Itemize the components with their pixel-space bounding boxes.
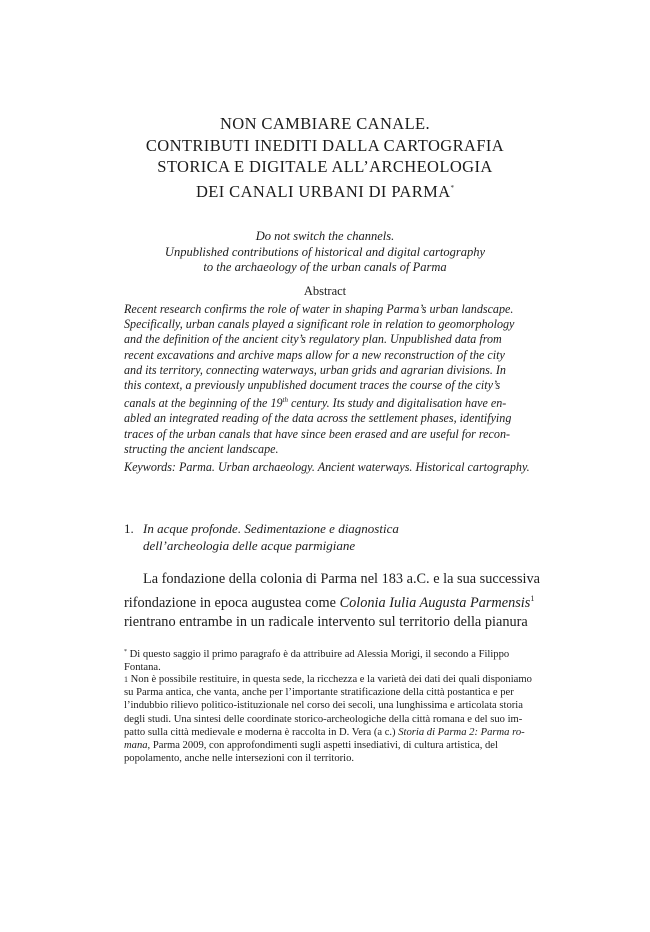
abstract-line: traces of the urban canals that have since been erased and are useful for recon- [124, 426, 511, 441]
section-title-line: In acque profonde. Sedimentazione e diagnostica [143, 521, 399, 536]
abstract-heading: Abstract [303, 284, 347, 298]
ordinal-suffix: th [282, 396, 288, 405]
footnote-marker: 1 [124, 675, 128, 684]
article-title [60, 113, 590, 202]
section-heading [124, 520, 544, 554]
abstract-line: abled an integrated reading of the data across the settlement phases, identifying [124, 411, 512, 426]
title-line-text: DEI CANALI URBANI DI PARMA [195, 181, 451, 201]
english-subtitle [90, 229, 560, 276]
footnote-line: degli studi. Una sintesi delle coordinate storico-archeologiche della città romana e del suo im- [124, 713, 523, 725]
subtitle-line: Do not switch the channels. [255, 229, 395, 243]
footnote-line-text: Non è possibile restituire, in questa sede, la ricchezza e la varietà dei dati dei quali disponiamo [128, 674, 532, 685]
footnote-marker: * [124, 649, 127, 655]
subtitle-line: to the archaeology of the urban canals of Parma [203, 260, 447, 274]
footnote-line: su Parma antica, che vanta, anche per l’importante stratificazione della città postantica e per [124, 687, 514, 699]
body-italic-term: Colonia Iulia Augusta Parmensis [339, 595, 531, 611]
footnote-line [124, 646, 531, 661]
footnote-line-text: patto sulla città medievale e moderna è raccolta in D. Vera (a c.) [124, 726, 399, 738]
body-line: La fondazione della colonia di Parma nel 183 a.C. e la sua successiva [143, 571, 540, 587]
footnote-line: Fontana. [124, 662, 161, 674]
section-title-line: dell’archeologia delle acque parmigiane [143, 538, 356, 553]
footnote-book-title: mana [124, 740, 148, 752]
abstract-line: Recent research confirms the role of water in shaping Parma’s urban landscape. [124, 302, 514, 316]
abstract-text [124, 302, 530, 457]
abstract-line-part: canals at the beginning of the 19 [124, 396, 283, 411]
body-paragraph [124, 570, 544, 632]
footnote-line: l’indubbio rilievo politico-istituzionale nel corso dei secoli, una lunghissima e articolata storia [124, 700, 523, 712]
body-line-part: rifondazione in epoca augustea come [124, 595, 340, 611]
footnote-ref: 1 [530, 594, 535, 603]
title-footnote-marker: * [450, 183, 455, 192]
footnote-line-text: , Parma 2009, con approfondimenti sugli aspetti insediativi, di cultura artistica, del [147, 740, 498, 752]
title-line [60, 178, 590, 203]
footnote-line [124, 739, 531, 752]
abstract-line: this context, a previously unpublished document traces the course of the city’s [124, 378, 501, 393]
title-line: CONTRIBUTI INEDITI DALLA CARTOGRAFIA [145, 135, 505, 155]
abstract-line-part: century. Its study and digitalisation have en- [288, 396, 507, 411]
title-line: STORICA E DIGITALE ALL’ARCHEOLOGIA [157, 157, 493, 176]
title-line: NON CAMBIARE CANALE. [219, 114, 431, 133]
keywords: Keywords: Parma. Urban archaeology. Ancient waterways. Historical cartography. [124, 460, 530, 474]
footnote-line [124, 726, 531, 739]
footnote-star [124, 646, 531, 674]
abstract-line [124, 393, 530, 411]
abstract-line: and its territory, connecting waterways, urban grids and agrarian divisions. In [124, 362, 506, 377]
body-line [124, 589, 544, 613]
footnote-1 [124, 673, 531, 765]
abstract-line: and the definition of the ancient city’s regulatory plan. Unpublished data from [124, 332, 502, 347]
footnote-book-title: Storia di Parma 2: Parma ro- [398, 726, 525, 738]
section-number: 1. [124, 521, 134, 536]
footnote-line: popolamento, anche nelle intersezioni con il territorio. [124, 753, 355, 765]
footnote-line-text: Di questo saggio il primo paragrafo è da attribuire ad Alessia Morigi, il secondo a Filippo [127, 649, 510, 660]
body-line: rientrano entrambe in un radicale intervento sul territorio della pianura [124, 614, 528, 630]
abstract-line: structing the ancient landscape. [124, 441, 279, 456]
subtitle-line: Unpublished contributions of historical and digital cartography [164, 244, 486, 259]
abstract-line: recent excavations and archive maps allow for a new reconstruction of the city [124, 347, 505, 362]
footnote-line [124, 673, 531, 686]
abstract-line: Specifically, urban canals played a significant role in relation to geomorphology [124, 317, 515, 332]
